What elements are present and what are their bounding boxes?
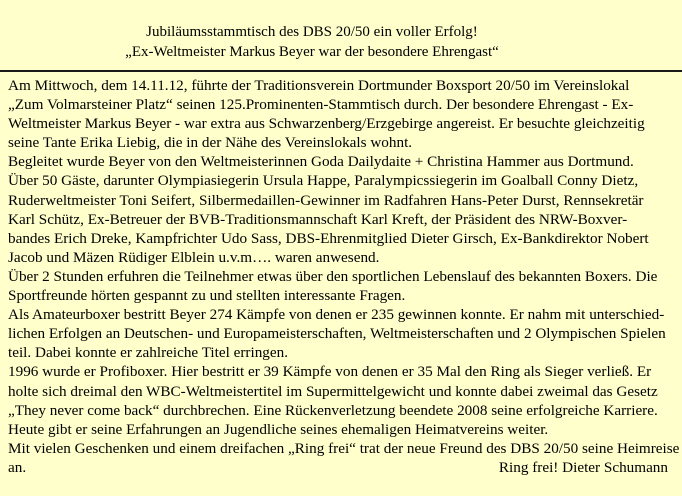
article-line: Weltmeister Markus Beyer - war extra aus Schwarzenberg/Erzgebirge angereist. Er besuchte gleichzeitig [8, 115, 645, 133]
divider-line [0, 70, 682, 72]
article-line: Karl Schütz, Ex-Betreuer der BVB-Traditionsmannschaft Karl Kreft, der Präsident des NRW-Boxver- [8, 210, 628, 228]
article-line: 1996 wurde er Profiboxer. Hier bestritt er 39 Kämpfe von denen er 35 Mal den Ring als Sieger verließ. Er [8, 363, 652, 381]
article-line: bandes Erich Dreke, Kampfrichter Udo Sass, DBS-Ehrenmitglied Dieter Girsch, Ex-Bankdirektor Nobert [8, 229, 649, 247]
article-line: Ruderweltmeister Toni Seifert, Silbermedaillen-Gewinner im Radfahren Hans-Peter Durst, Rennsekretär [8, 191, 644, 209]
article-line: „Zum Volmarsteiner Platz“ seinen 125.Prominenten-Stammtisch durch. Der besondere Ehrengast - Ex- [8, 96, 634, 114]
article-line: Heute gibt er seine Erfahrungen an Jugendliche seines ehemaligen Heimatvereins weiter. [8, 420, 549, 438]
article-line: Sportfreunde hörten gespannt zu und stellten interessante Fragen. [8, 287, 406, 305]
subheadline: „Ex-Weltmeister Markus Beyer war der besondere Ehrengast“ [125, 44, 499, 60]
article-last-line [8, 458, 668, 477]
article-body [8, 76, 680, 477]
article-line: seine Tante Erika Liebig, die in der Nähe des Vereinslokals wohnt. [8, 134, 413, 152]
article-header [0, 22, 624, 62]
article-line: lichen Erfolgen an Deutschen- und Europameisterschaften, Weltmeisterschaften und 2 Olympischen Spielen [8, 325, 666, 343]
article-line: teil. Dabei konnte er zahlreiche Titel erringen. [8, 344, 289, 362]
author-signature: Ring frei! Dieter Schumann [498, 458, 668, 476]
article-line: Begleitet wurde Beyer von den Weltmeisterinnen Goda Dailydaite + Christina Hammer aus Dortmund. [8, 153, 634, 171]
article-line: Als Amateurboxer bestritt Beyer 274 Kämpfe von denen er 235 gewinnen konnte. Er nahm mit unterschied- [8, 306, 665, 324]
article-line: holte sich dreimal den WBC-Weltmeistertitel im Supermittelgewicht und konnte dabei zweimal das Gesetz [8, 382, 658, 400]
article-line: Mit vielen Geschenken und einem dreifachen „Ring frei“ trat der neue Freund des DBS 20/50 seine Heimreise [8, 439, 680, 457]
article-line: Am Mittwoch, dem 14.11.12, führte der Traditionsverein Dortmunder Boxsport 20/50 im Vereinslokal [8, 77, 630, 94]
article-line-end: an. [8, 458, 27, 476]
article-line: Jacob und Mäzen Rüdiger Elblein u.v.m…. waren anwesend. [8, 248, 380, 266]
headline: Jubiläumsstammtisch des DBS 20/50 ein voller Erfolg! [146, 24, 478, 40]
article-line: „They never come back“ durchbrechen. Eine Rückenverletzung beendete 2008 seine erfolgreiche Karriere. [8, 401, 658, 419]
article-line: Über 50 Gäste, darunter Olympiasiegerin Ursula Happe, Paralympicssiegerin im Goalball Conny Dietz, [8, 172, 639, 190]
article-line: Über 2 Stunden erfuhren die Teilnehmer etwas über den sportlichen Lebenslauf des bekannten Boxers. Die [8, 267, 658, 285]
